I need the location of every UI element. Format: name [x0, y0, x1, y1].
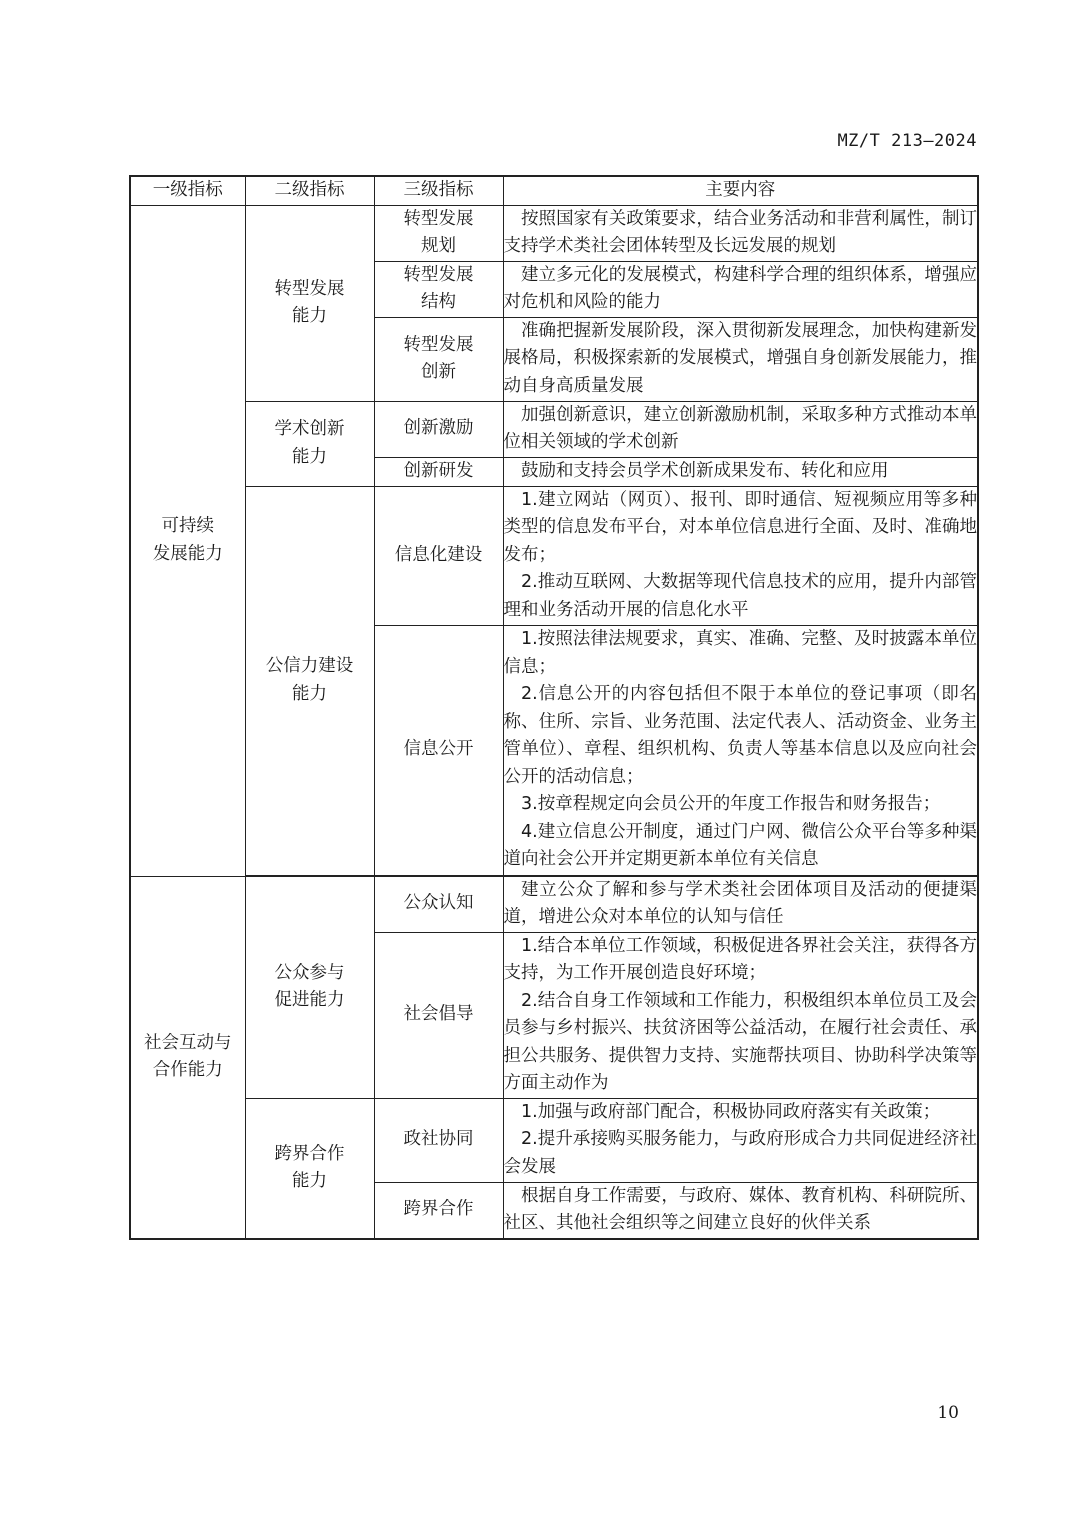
- level3-rd: [374, 457, 503, 486]
- label-line: 公众参与: [274, 962, 345, 983]
- label-line: 合作能力: [152, 1060, 223, 1080]
- level3-disclosure: [374, 625, 503, 875]
- content-informatization: [503, 486, 978, 625]
- label-line: 能力: [292, 446, 327, 467]
- content-paragraph: 1.加强与政府部门配合，积极协同政府落实有关政策；: [521, 1101, 941, 1122]
- content-govsoc: [503, 1098, 978, 1182]
- level2-crossborder: [245, 1098, 374, 1239]
- table-header-row: [130, 176, 978, 205]
- content-paragraph: 2.提升承接购买服务能力，与政府形成合力共同促进经济社会发展: [503, 1129, 977, 1177]
- column-header-level3: 三级指标: [374, 176, 503, 205]
- table-row: [130, 205, 978, 261]
- label-line: 跨界合作: [274, 1143, 345, 1164]
- label-line: 转型发展: [403, 208, 474, 229]
- label-line: 能力: [292, 1171, 327, 1191]
- label-line: 社会互动与: [144, 1032, 232, 1053]
- label-line: 发展能力: [152, 543, 223, 564]
- content-awareness: [503, 876, 978, 932]
- level3-informatization: [374, 486, 503, 625]
- label-line: 信息公开: [403, 739, 474, 760]
- label-line: 创新: [421, 362, 456, 382]
- label-line: 转型发展: [403, 264, 474, 285]
- content-paragraph: 1.建立网站（网页）、报刊、即时通信、短视频应用等多种类型的信息发布平台，对本单位信息进行全面、及时、准确地发布；: [503, 489, 977, 565]
- content-paragraph: 加强创新意识，建立创新激励机制，采取多种方式推动本单位相关领域的学术创新: [503, 404, 977, 452]
- label-line: 跨界合作: [403, 1199, 474, 1220]
- column-header-content: 主要内容: [503, 176, 978, 205]
- label-line: 学术创新: [274, 419, 345, 439]
- level3-awareness: [374, 876, 503, 932]
- label-line: 结构: [421, 292, 456, 312]
- label-line: 促进能力: [274, 990, 345, 1010]
- table-row: [130, 486, 978, 625]
- content-incentive: [503, 401, 978, 457]
- content-paragraph: 1.结合本单位工作领域，积极促进各界社会关注，获得各方支持，为工作开展创造良好环境；: [503, 935, 977, 983]
- page-number: 10: [937, 1403, 959, 1423]
- level3-govsoc: [374, 1098, 503, 1182]
- indicator-table: [129, 175, 979, 1240]
- label-line: 公众认知: [403, 893, 474, 914]
- label-line: 社会倡导: [403, 1004, 474, 1025]
- content-paragraph: 3.按章程规定向会员公开的年度工作报告和财务报告；: [521, 794, 941, 815]
- content-rd: [503, 457, 978, 486]
- content-plan: [503, 205, 978, 261]
- label-line: 可持续: [161, 516, 214, 536]
- level2-academic: [245, 401, 374, 486]
- content-disclosure: [503, 625, 978, 875]
- level3-plan: [374, 205, 503, 261]
- content-paragraph: 建立多元化的发展模式，构建科学合理的组织体系，增强应对危机和风险的能力: [503, 264, 977, 312]
- label-line: 规划: [421, 236, 456, 256]
- label-line: 创新研发: [403, 460, 474, 481]
- level1-social: [130, 876, 245, 1239]
- content-advocacy: [503, 932, 978, 1098]
- level2-transform: [245, 205, 374, 401]
- content-paragraph: 建立公众了解和参与学术类社会团体项目及活动的便捷渠道，增进公众对本单位的认知与信任: [503, 879, 977, 927]
- level3-advocacy: [374, 932, 503, 1098]
- content-innovation: [503, 317, 978, 401]
- content-structure: [503, 261, 978, 317]
- table-row: [130, 876, 978, 932]
- level1-sustainable: [130, 205, 245, 876]
- level3-incentive: [374, 401, 503, 457]
- content-paragraph: 按照国家有关政策要求，结合业务活动和非营利属性，制订支持学术类社会团体转型及长远发展的规划: [503, 208, 977, 256]
- level3-crosscoop: [374, 1182, 503, 1239]
- label-line: 信息化建设: [394, 544, 483, 565]
- label-line: 创新激励: [403, 418, 474, 439]
- content-paragraph: 2.推动互联网、大数据等现代信息技术的应用，提升内部管理和业务活动开展的信息化水平: [503, 572, 977, 620]
- label-line: 转型发展: [274, 278, 345, 299]
- standard-code: MZ/T 213—2024: [837, 131, 977, 151]
- label-line: 转型发展: [403, 334, 474, 355]
- content-paragraph: 鼓励和支持会员学术创新成果发布、转化和应用: [521, 460, 889, 481]
- level2-public: [245, 876, 374, 1098]
- content-crosscoop: [503, 1182, 978, 1239]
- content-paragraph: 1.按照法律法规要求，真实、准确、完整、及时披露本单位信息；: [503, 629, 977, 677]
- label-line: 公信力建设: [265, 656, 354, 676]
- level3-structure: [374, 261, 503, 317]
- level3-innovation: [374, 317, 503, 401]
- content-paragraph: 根据自身工作需要，与政府、媒体、教育机构、科研院所、社区、其他社会组织等之间建立良好的伙伴关系: [503, 1185, 977, 1233]
- content-paragraph: 2.信息公开的内容包括但不限于本单位的登记事项（即名称、住所、宗旨、业务范围、法定代表人、活动资金、业务主管单位）、章程、组织机构、负责人等基本信息以及应向社会公开的活动信息；: [503, 684, 977, 787]
- content-paragraph: 2.结合自身工作领域和工作能力，积极组织本单位员工及会员参与乡村振兴、扶贫济困等公益活动，在履行社会责任、承担公共服务、提供智力支持、实施帮扶项目、协助科学决策等方面主动作为: [503, 990, 977, 1093]
- content-paragraph: 4.建立信息公开制度，通过门户网、微信公众平台等多种渠道向社会公开并定期更新本单位有关信息: [503, 821, 977, 870]
- content-paragraph: 准确把握新发展阶段，深入贯彻新发展理念，加快构建新发展格局，积极探索新的发展模式，增强自身创新发展能力，推动自身高质量发展: [503, 320, 977, 396]
- column-header-level1: 一级指标: [130, 176, 245, 205]
- label-line: 能力: [292, 306, 327, 326]
- label-line: 能力: [292, 683, 327, 704]
- table-row: [130, 401, 978, 457]
- column-header-level2: 二级指标: [245, 176, 374, 205]
- label-line: 政社协同: [403, 1129, 474, 1150]
- table-row: [130, 1098, 978, 1182]
- level2-credibility: [245, 486, 374, 875]
